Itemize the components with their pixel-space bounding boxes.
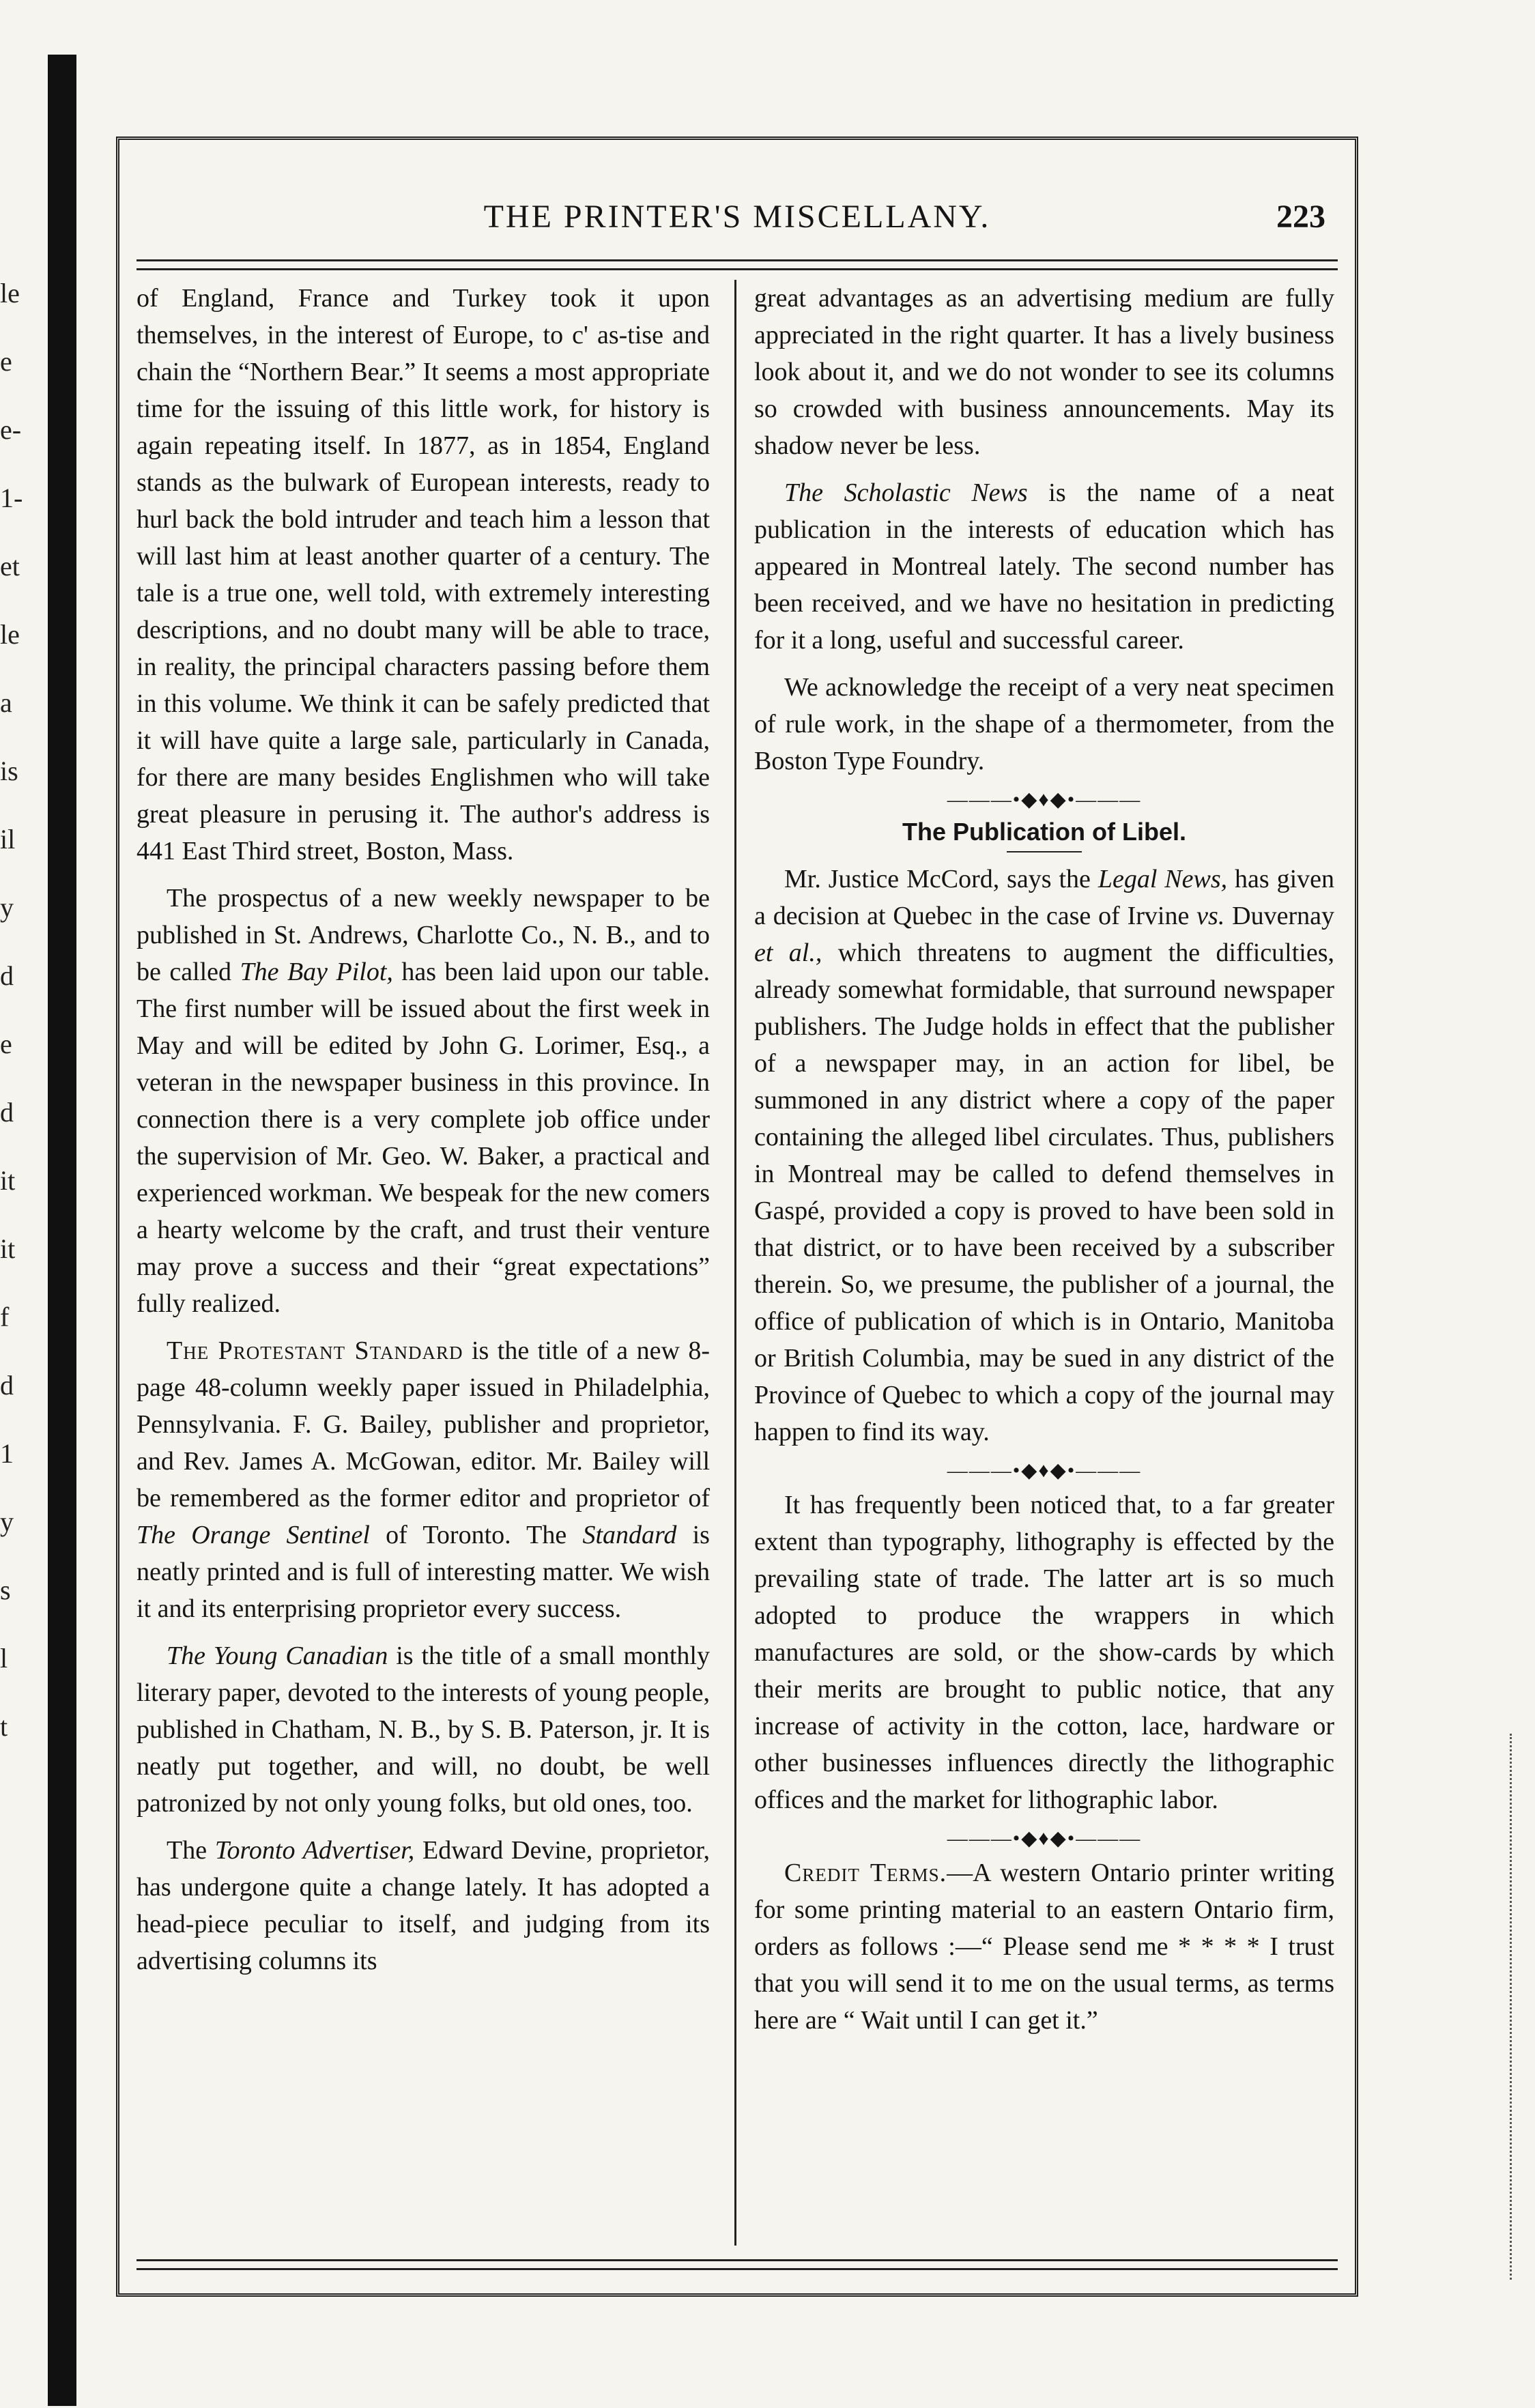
heading-rule [1007, 851, 1082, 852]
margin-fragment: t [0, 1711, 8, 1742]
text-span: Edward Devine, proprietor, has undergone quite a change lately. It has adopted a head-piece peculiar to itself, and judging from its advertising columns its [137, 1836, 710, 1975]
section-heading-libel: The Publication of Libel. [902, 818, 1186, 846]
margin-fragment: s [0, 1575, 11, 1605]
text-span: has been laid upon our table. The first number will be issued about the first week in May and will be edited by John G. Lorimer, Esq., a veteran in the newspaper business in this province. In connection there is a very complete job office under the supervision of Mr. Geo. W. Baker, a practical and experienced workman. We bespeak for the new comers a hearty welcome by the craft, and trust their venture may prove a success and their “great expectations” fully realized. [137, 958, 710, 1318]
text-span: —A western Ontario printer writing for some printing material to an eastern Ontario firm, orders as follows :—“ Please send me * * * * I trust that you will send it to me on the usual terms, as terms here are “ Wait until I can get it.” [754, 1859, 1334, 2035]
paragraph-northern-bear: of England, France and Turkey took it upon themselves, in the interest of Europe, to c' as-tise and chain the “Northern Bear.” It seems a most appropriate time for the issuing of this little work, for history is again repeating itself. In 1877, as in 1854, England stands as the bulwark of European interests, ready to hurl back the bold intruder and teach him a lesson that will last him at least another quarter of a century. The tale is a true one, well told, with extremely interesting descriptions, and no doubt many will be able to trace, in reality, the principal characters passing before them in this volume. We think it can be safely predicted that it will have quite a large sale, particularly in Canada, for there are many besides Englishmen who will take great pleasure in perusing it. The author's address is 441 East Third street, Boston, Mass. [137, 284, 710, 865]
margin-fragment: is [0, 756, 18, 786]
text-span: of Toronto. The [369, 1521, 583, 1549]
paragraph-credit-terms [754, 1854, 1334, 2039]
page-number: 223 [1276, 199, 1325, 235]
publication-title: Legal News, [1098, 865, 1228, 893]
text-span: has given a decision at Quebec in the case of Irvine [754, 865, 1335, 930]
paragraph-protestant-standard [137, 1332, 710, 1627]
margin-fragment: le [0, 278, 20, 309]
header-double-rule [137, 259, 1338, 270]
publication-title: Standard [582, 1521, 677, 1549]
text-span: The prospectus of a new weekly newspaper to be published in St. Andrews, Charlotte Co., N. B., and to be called [137, 884, 710, 986]
margin-fragment: le [0, 619, 20, 650]
margin-fragment: a [0, 687, 12, 718]
italic-text: et al., [754, 938, 822, 967]
paragraph-advertising-medium: great advantages as an advertising medium are fully appreciated in the right quarter. It has a lively business look about it, and we do not wonder to see its columns so crowded with business announcements. May its shadow never be less. [754, 284, 1334, 460]
margin-fragment: et [0, 551, 20, 582]
publication-title: The Young Canadian [167, 1642, 388, 1670]
publication-title: The Orange Sentinel [137, 1521, 370, 1549]
publication-title: The Bay Pilot, [240, 958, 393, 986]
margin-fragment: il [0, 824, 16, 855]
text-span: The [167, 1836, 215, 1865]
margin-fragment: e [0, 1029, 12, 1059]
paragraph-scholastic-news [754, 474, 1334, 659]
paragraph-lithography: It has frequently been noticed that, to a far greater extent than typography, lithography is effected by the prevailing state of trade. The latter art is so much adopted to produce the wrappers in which manufactures are sold, or the show-cards by which their merits are brought to public notice, that any increase of activity in the cotton, lace, hardware or other businesses influences directly the lithographic offices and the market for lithographic labor. [754, 1491, 1334, 1814]
running-head [137, 198, 1338, 253]
paragraph-toronto-advertiser [137, 1832, 710, 1979]
footer-double-rule [137, 2259, 1338, 2270]
italic-text: vs. [1196, 902, 1225, 930]
publication-title: The Scholastic News [784, 478, 1028, 507]
publication-title: Toronto Advertiser, [214, 1836, 415, 1865]
paragraph-bay-pilot [137, 880, 710, 1322]
text-span: is the title of a new 8-page 48-column weekly paper issued in Philadelphia, Pennsylvania. F. G. Bailey, publisher and proprietor, and Rev. James A. McGowan, editor. Mr. Bailey will be remembered as the former editor and proprietor of [137, 1336, 710, 1513]
left-column [137, 280, 710, 1990]
ornament-divider: ———•◆♦◆•——— [947, 1459, 1142, 1482]
binding-edge [48, 55, 76, 2406]
page-title: THE PRINTER'S MISCELLANY. [483, 199, 991, 235]
text-span: which threatens to augment the difficulties, already somewhat formidable, that surround newspaper publishers. The Judge holds in effect that the publisher of a newspaper may, in an action for libel, be summoned in any district where a copy of the paper containing the alleged libel circulates. Thus, publishers in Montreal may be called to defend themselves in Gaspé, provided a copy is proved to have been sold in that district, or to have been received by a subscriber therein. So, we presume, the publisher of a journal, the office of publication of which is in Ontario, Manitoba or British Columbia, may be sued in any district of the Province of Quebec to which a copy of the journal may happen to find its way. [754, 938, 1334, 1446]
paragraph-libel [754, 861, 1334, 1450]
right-column [754, 280, 1334, 2049]
text-span: is the title of a small monthly literary paper, devoted to the interests of young people, published in Chatham, N. B., by S. B. Paterson, jr. It is neatly put together, and will, no doubt, be well patronized by not only young folks, but old ones, too. [137, 1642, 710, 1818]
margin-fragment: 1 [0, 1438, 14, 1469]
margin-fragment: it [0, 1233, 16, 1264]
margin-fragment: d [0, 1370, 14, 1401]
margin-fragment: e- [0, 414, 22, 445]
margin-fragment: e [0, 346, 12, 377]
ornament-divider: ———•◆♦◆•——— [947, 1827, 1142, 1850]
publication-title: The Protestant Standard [167, 1336, 463, 1365]
margin-fragment: d [0, 960, 14, 991]
margin-fragment: d [0, 1097, 14, 1128]
margin-fragment: y [0, 892, 14, 923]
paragraph-young-canadian [137, 1637, 710, 1822]
text-span: is the name of a neat publication in the interests of education which has appeared in Montreal lately. The second number has been received, and we have no hesitation in predicting for it a long, useful and successful career. [754, 478, 1334, 655]
text-span: is neatly printed and is full of interesting matter. We wish it and its enterprising proprietor every success. [137, 1521, 710, 1623]
section-lead-in: Credit Terms. [784, 1859, 947, 1887]
column-divider [734, 280, 736, 2246]
right-edge-bleed [1510, 1734, 1532, 2280]
ornament-divider: ———•◆♦◆•——— [947, 788, 1142, 811]
text-span: Duvernay [1224, 902, 1334, 930]
margin-fragment: l [0, 1643, 8, 1674]
paragraph-rule-work: We acknowledge the receipt of a very neat specimen of rule work, in the shape of a thermometer, from the Boston Type Foundry. [754, 673, 1334, 775]
text-span: Mr. Justice McCord, says the [784, 865, 1098, 893]
margin-fragment: 1- [0, 483, 23, 513]
margin-bleed-text [0, 259, 48, 1742]
margin-fragment: f [0, 1302, 10, 1332]
margin-fragment: y [0, 1506, 14, 1537]
margin-fragment: it [0, 1165, 16, 1196]
